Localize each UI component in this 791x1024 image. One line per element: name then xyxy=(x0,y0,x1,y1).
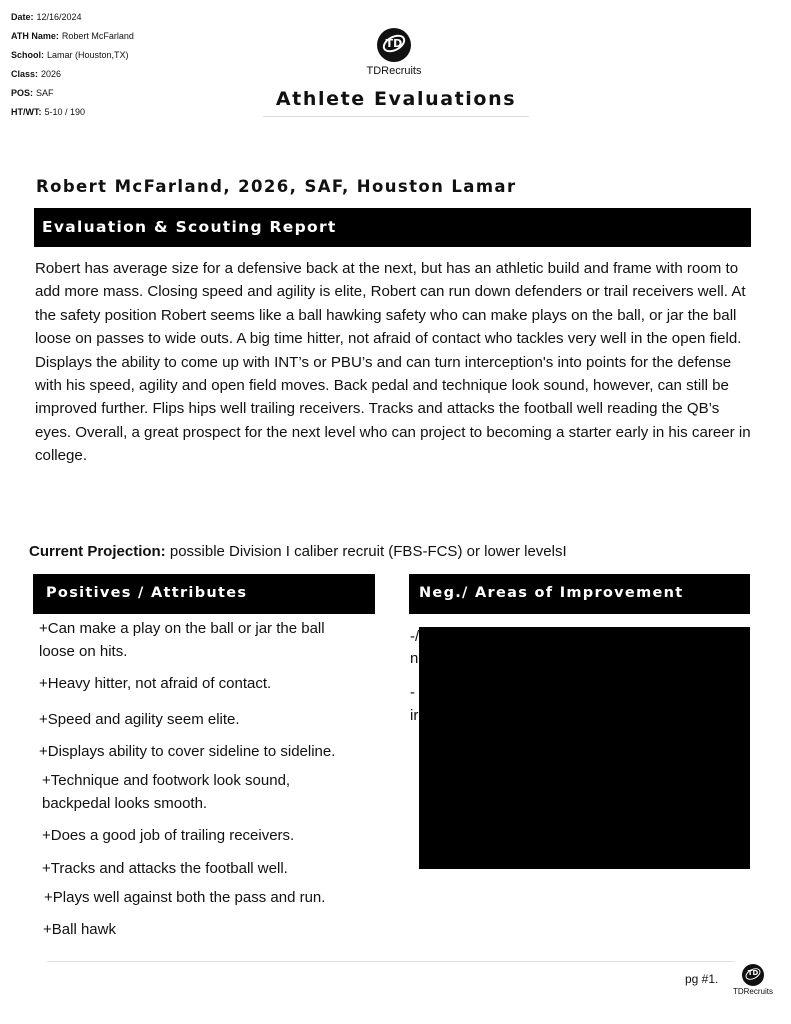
positive-item: +Heavy hitter, not afraid of contact. xyxy=(39,675,272,692)
redaction-block xyxy=(419,627,750,869)
negative-fragment: -/ xyxy=(410,628,420,645)
projection-label: Current Projection: xyxy=(29,543,166,560)
football-logo-icon: TD xyxy=(377,28,411,62)
meta-class: Class: 2026 xyxy=(11,69,62,79)
positive-item: +Tracks and attacks the football well. xyxy=(42,860,288,877)
projection-value: possible Division I caliber recruit (FBS-FCS) or lower levelsI xyxy=(169,543,567,560)
positive-item: +Plays well against both the pass and run. xyxy=(44,889,326,906)
positives-header: Positives / Attributes xyxy=(33,574,375,614)
negative-fragment: - xyxy=(410,684,415,701)
meta-date: Date: 12/16/2024 xyxy=(11,12,82,22)
meta-pos: POS: SAF xyxy=(11,88,54,98)
positive-item: +Can make a play on the ball or jar the ball loose on hits. xyxy=(39,620,325,660)
footer-logo xyxy=(728,964,778,996)
negative-fragment: ir xyxy=(410,707,419,724)
football-logo-icon: TD xyxy=(742,964,764,986)
positive-item: +Displays ability to cover sideline to sideline. xyxy=(39,743,336,760)
footer-brand-name: TDRecruits xyxy=(732,987,773,996)
evaluation-header: Evaluation & Scouting Report xyxy=(34,208,751,247)
page-number: pg #1. xyxy=(685,972,719,986)
footer-divider xyxy=(47,961,735,962)
meta-ath-name: ATH Name: Robert McFarland xyxy=(11,31,134,41)
athlete-meta xyxy=(11,8,134,122)
page-title: Athlete Evaluations xyxy=(275,88,517,110)
meta-ht-wt: HT/WT: 5-10 / 190 xyxy=(11,107,86,117)
meta-school: School: Lamar (Houston,TX) xyxy=(11,50,129,60)
title-divider xyxy=(263,116,529,117)
brand-logo xyxy=(366,28,422,77)
positive-item: +Ball hawk xyxy=(43,921,116,938)
negatives-header: Neg./ Areas of Improvement xyxy=(409,574,750,614)
scouting-report-text: Robert has average size for a defensive back at the next, but has an athletic build and frame with room to add more mass. Closing speed and agility is elite, Robert can run down defenders or trail receivers well. At the safety position Robert seems like a ball hawking safety who can make plays on the ball, or jar the ball loose on passes to wide outs. A big time hitter, not afraid of contact who tackles very well in the open field. Displays the ability to come up with INT’s or PBU’s and can turn interception's into points for the defense with his speed, agility and open field moves. Back pedal and technique look sound, however, can still be improved further. Flips hips well trailing receivers. Tracks and attacks the football well reading the QB’s eyes. Overall, a great prospect for the next level who can project to becoming a starter early in his career in college. xyxy=(35,260,751,465)
positive-item: +Speed and agility seem elite. xyxy=(39,711,240,728)
negative-fragment: n xyxy=(410,650,419,667)
athlete-heading: Robert McFarland, 2026, SAF, Houston Lamar xyxy=(36,177,517,196)
positive-item: +Technique and footwork look sound, backpedal looks smooth. xyxy=(42,772,291,812)
positive-item: +Does a good job of trailing receivers. xyxy=(42,827,295,844)
brand-name: TDRecruits xyxy=(366,65,422,77)
current-projection xyxy=(29,543,567,560)
